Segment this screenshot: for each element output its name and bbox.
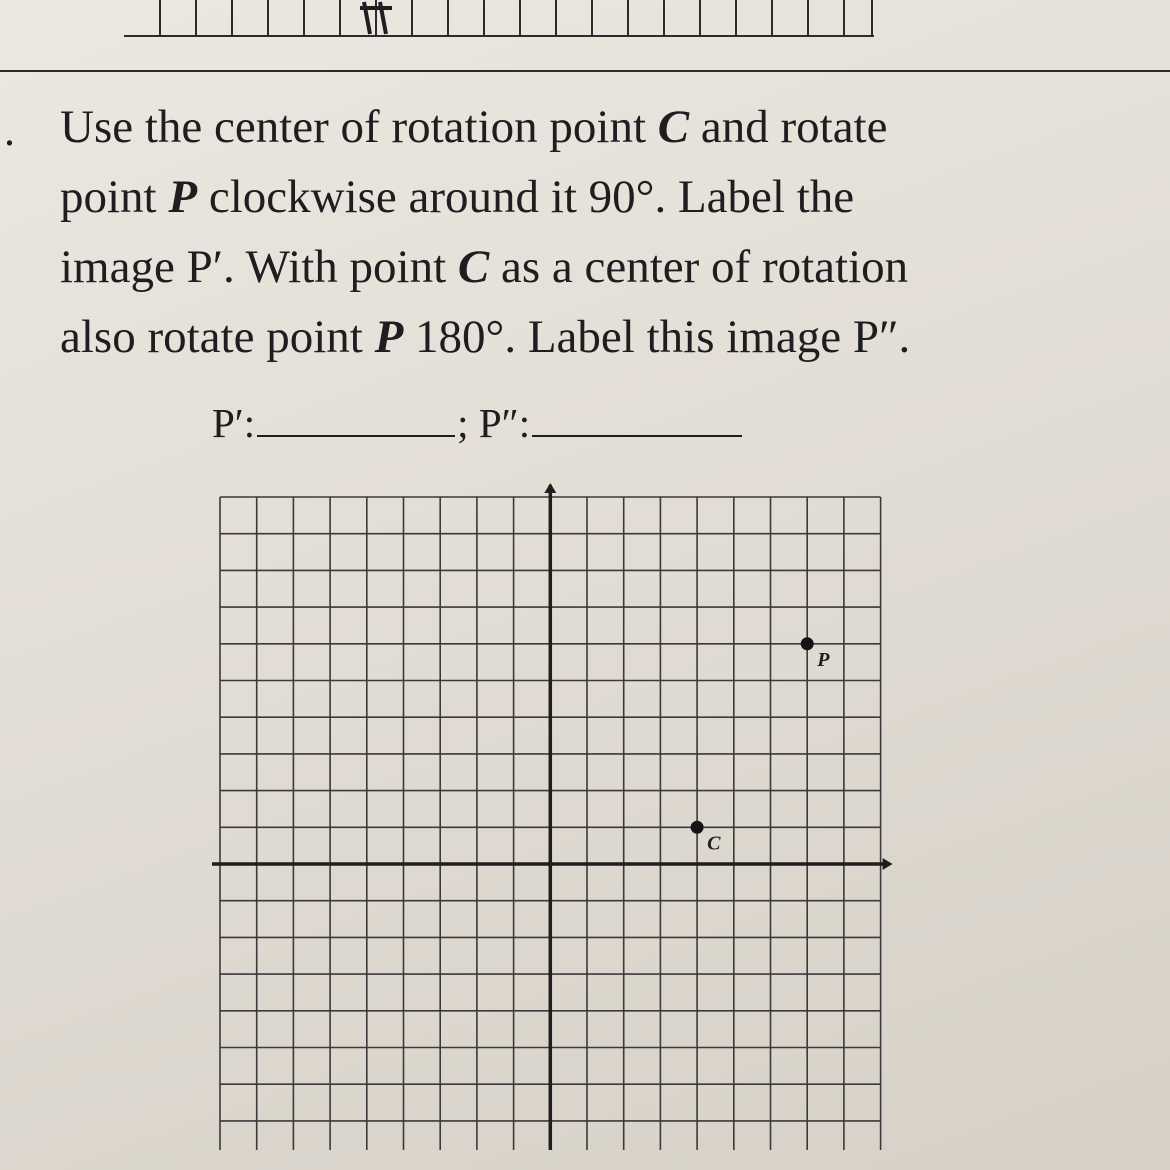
p-double-prime-label: P″: — [478, 400, 531, 446]
point-c-label: C — [457, 241, 490, 293]
point-p-label: P — [168, 171, 198, 223]
question-line: Use the center of rotation point C and rotate — [60, 101, 888, 153]
question-line: point P clockwise around it 90°. Label the — [60, 171, 855, 223]
coordinate-grid — [210, 480, 900, 1150]
point-p-label: P — [374, 311, 404, 363]
axes — [212, 483, 893, 1150]
point-c-marker — [691, 821, 704, 834]
answer-row — [212, 395, 744, 449]
point-c-plot-label: C — [707, 832, 721, 855]
point-p-plot-label: P — [817, 648, 830, 671]
p-prime-answer-blank[interactable] — [257, 395, 455, 437]
section-divider — [0, 70, 1170, 72]
p-double-prime-answer-blank[interactable] — [532, 395, 742, 437]
question-text — [60, 92, 1140, 372]
x-axis-arrow — [883, 858, 893, 870]
answer-separator: ; — [457, 400, 469, 446]
p-prime-label: P′: — [212, 400, 256, 446]
plotted-points — [691, 637, 831, 854]
question-line: also rotate point P 180°. Label this image P″. — [60, 311, 911, 363]
point-c-label: C — [657, 101, 690, 153]
previous-problem-grid-strip — [124, 0, 874, 40]
y-axis-arrow — [544, 483, 556, 493]
point-p-marker — [801, 637, 814, 650]
question-line: image P′. With point C as a center of rotation — [60, 241, 909, 293]
coordinate-plane — [210, 480, 900, 1150]
question-bullet: . — [4, 106, 15, 155]
